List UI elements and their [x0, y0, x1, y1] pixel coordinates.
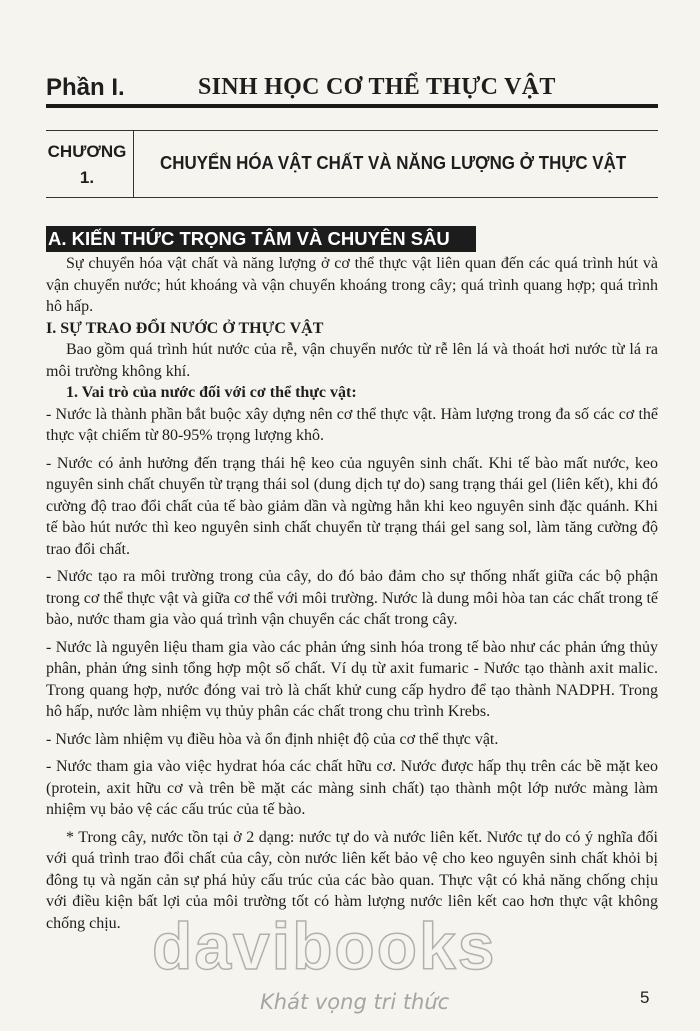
body-text — [46, 253, 658, 934]
paragraph: - Nước là nguyên liệu tham gia vào các phản ứng sinh hóa trong tế bào như các phản ứng thủy phân, phản ứng sinh tổng hợp một số chất. Ví dụ từ axit fumaric - Nước tạo thành axit malic. Trong quang hợp, nước đóng vai trò là chất khử cung cấp hydro để tạo thành NADPH. Trong hô hấp, nước làm nhiệm vụ thủy phân các chất trong chu trình Krebs. — [46, 638, 658, 720]
section-a-title: A. KIẾN THỨC TRỌNG TÂM VÀ CHUYÊN SÂU — [48, 228, 450, 249]
chapter-label-word: CHƯƠNG — [47, 142, 127, 161]
intro-paragraph: Sự chuyển hóa vật chất và năng lượng ở cơ thể thực vật liên quan đến các quá trình hút và vận chuyển nước; hút khoáng và vận chuyển khoáng trong cây; quá trình quang hợp; quá trình hô hấp. — [46, 255, 658, 315]
chapter-label — [46, 139, 128, 191]
page-number: 5 — [640, 988, 650, 1007]
watermark-logo: davibooks — [152, 909, 497, 983]
section-i-heading: I. SỰ TRAO ĐỔI NƯỚC Ở THỰC VẬT — [46, 319, 324, 337]
paragraph: - Nước có ảnh hưởng đến trạng thái hệ keo của nguyên sinh chất. Khi tế bào mất nước, keo nguyên sinh chất chuyển từ trạng thái sol (dung dịch tự do) sang trạng thái gel (liên kết), khi đó cường độ trao đổi chất của tế bào giảm dần và ngừng hẳn khi keo nguyên sinh đặc quánh. Khi tế bào hút nước thì keo nguyên sinh chất chuyển từ trạng thái gel sang sol, làm tăng cường độ trao đổi chất. — [46, 454, 658, 558]
paragraph: - Nước làm nhiệm vụ điều hòa và ổn định nhiệt độ của cơ thể thực vật. — [46, 730, 499, 748]
chapter-title: CHUYỂN HÓA VẬT CHẤT VÀ NĂNG LƯỢNG Ở THỰC VẬT — [160, 153, 627, 173]
part-divider — [46, 104, 658, 108]
paragraph: * Trong cây, nước tồn tại ở 2 dạng: nước tự do và nước liên kết. Nước tự do có ý nghĩa đối với quá trình trao đổi chất của cây, còn nước liên kết bảo vệ cho keo nguyên sinh chất khỏi bị đông tụ và ngăn cản sự phá hủy cấu trúc của các bào quan. Thực vật có khả năng chống chịu với điều kiện bất lợi của môi trường tốt có hàm lượng nước liên kết cao hơn thực vật không chống chịu. — [46, 828, 658, 932]
chapter-header — [46, 130, 658, 198]
paragraph: - Nước là thành phần bắt buộc xây dựng nên cơ thể thực vật. Hàm lượng trong đa số các cơ thể thực vật chiếm từ 80-95% trọng lượng khô. — [46, 405, 658, 444]
paragraph: - Nước tạo ra môi trường trong của cây, do đó bảo đảm cho sự thống nhất giữa các bộ phận trong cơ thể thực vật và giữa cơ thể với môi trường. Nước là dung môi hòa tan các chất trong tế bào, nước tham gia vào quá trình vận chuyển các chất trong cây. — [46, 568, 658, 628]
section-a-heading — [46, 226, 476, 252]
subheading-water-role: 1. Vai trò của nước đối với cơ thể thực vật: — [66, 384, 357, 401]
part-name: SINH HỌC CƠ THỂ THỰC VẬT — [198, 74, 556, 100]
section-i-intro: Bao gồm quá trình hút nước của rễ, vận chuyển nước từ rễ lên lá và thoát hơi nước từ lá ra môi trường không khí. — [46, 341, 658, 380]
paragraph: - Nước tham gia vào việc hydrat hóa các chất hữu cơ. Nước được hấp thụ trên các bề mặt keo (protein, axit hữu cơ và trên bề mặt các màng sinh chất) tạo thành một lớp nước màng làm nhiệm vụ bảo vệ các cấu trúc của tế bào. — [46, 758, 658, 818]
chapter-divider — [133, 131, 134, 197]
watermark-slogan: Khát vọng tri thức — [260, 990, 450, 1014]
chapter-number: 1. — [79, 168, 95, 187]
part-title — [46, 70, 658, 104]
part-label: Phần I. — [46, 74, 125, 101]
